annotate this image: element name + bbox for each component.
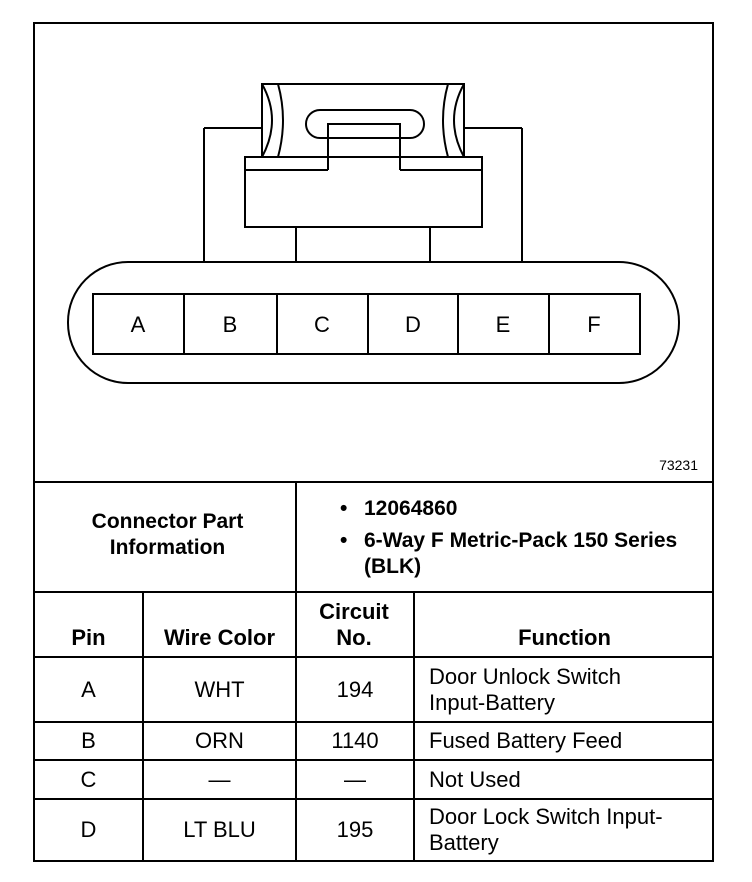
connector-locking-tab — [262, 84, 464, 157]
table-row-b-function: Fused Battery Feed — [429, 728, 623, 753]
header-circuit-no: Circuit No. — [319, 599, 389, 650]
header-function: Function — [518, 625, 611, 650]
bullet-icon: • — [340, 529, 348, 552]
table-row-a-function: Door Unlock Switch Input-Battery — [429, 663, 621, 715]
table-row-d-pin: D — [80, 817, 97, 842]
pin-label-b: B — [222, 312, 238, 337]
connector-type-item — [340, 528, 710, 580]
pin-cavity-block — [93, 294, 640, 354]
table-row-c-pin: C — [80, 766, 97, 792]
bullet-icon: • — [340, 497, 348, 520]
header-pin: Pin — [71, 625, 106, 650]
table-row-a-pin: A — [81, 676, 96, 702]
table-row-b-circuit-no: 1140 — [331, 728, 379, 753]
connector-part-info-label: Connector Part Information — [91, 510, 244, 559]
figure-number: 73231 — [659, 457, 698, 473]
connector-type-text: 6-Way F Metric-Pack 150 Series (BLK) — [364, 529, 678, 578]
pin-label-e: E — [495, 312, 511, 337]
table-row-a-circuit-no: 194 — [336, 676, 374, 702]
connector-part-info-list — [340, 496, 710, 586]
pin-label-a: A — [130, 312, 146, 337]
connector-latch-body — [245, 157, 482, 227]
table-row-a-wire-color: WHT — [194, 676, 245, 702]
table-row-d-circuit-no: 195 — [336, 817, 374, 842]
table-row-c-circuit-no: — — [344, 766, 366, 792]
table-row-c-function: Not Used — [429, 766, 521, 792]
part-number-item — [340, 496, 710, 522]
table-row-b-pin: B — [81, 728, 96, 753]
table-row-d-function: Door Lock Switch Input-Battery — [429, 804, 663, 855]
table-row-b-wire-color: ORN — [195, 728, 244, 753]
pin-label-f: F — [587, 312, 601, 337]
table-row-d-wire-color: LT BLU — [183, 817, 256, 842]
part-number-text: 12064860 — [364, 497, 458, 520]
header-wire-color: Wire Color — [163, 625, 276, 650]
pin-label-c: C — [314, 312, 330, 337]
pin-label-d: D — [405, 312, 421, 337]
table-row-c-wire-color: — — [208, 766, 231, 792]
